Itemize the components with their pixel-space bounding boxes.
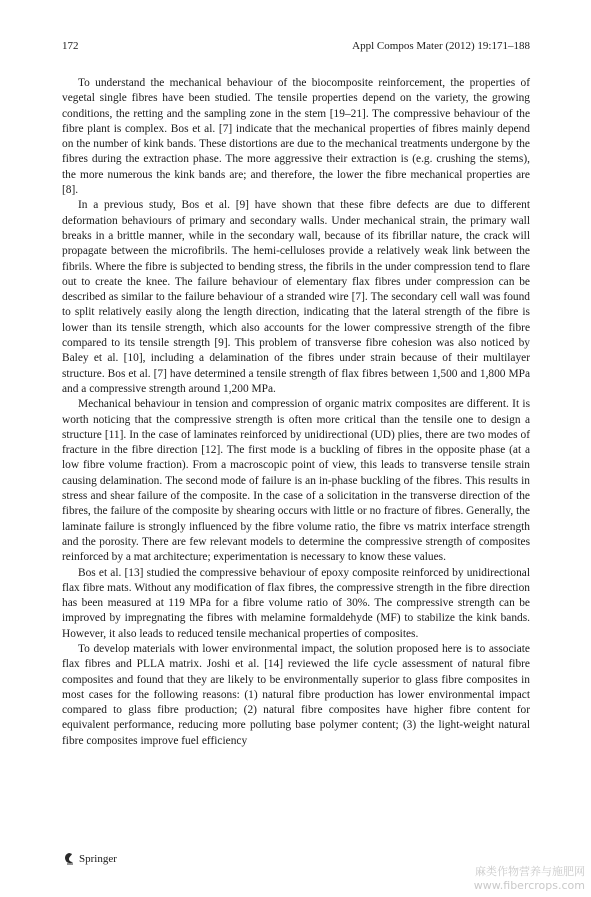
watermark-url: www.fibercrops.com [473,879,585,892]
paragraph-fibre-properties: To understand the mechanical behaviour of the biocomposite reinforcement, the properties of vegetal single fibres have been studied. The tensile properties depend on the variety, the growing conditions, the retting and the sampling zone in the stem [19–21]. The compressive behaviour of the fibre plant is complex. Bos et al. [7] indicate that the mechanical properties of fibres mainly depend on the number of kink bands. These distortions are due to the mechanical treatments undergone by the fibres during the extraction phase. The more aggressive their extraction is (e.g. crushing the stems), the more numerous the kink bands are; and therefore, the lower the fibre mechanical properties are [8]. [62,77,530,197]
running-header [62,40,530,56]
journal-reference: Appl Compos Mater (2012) 19:171–188 [352,40,530,52]
paragraph-pla-flax: To develop materials with lower environmental impact, the solution proposed here is to associate flax fibres and PLLA matrix. Joshi et al. [14] reviewed the life cycle assessment of natural fibre composites and found that they are likely to be environmentally superior to glass fibre composites in most cases for the following reasons: (1) natural fibre production has lower environmental impact compared to glass fibre production; (2) natural fibre composites have higher fibre content for equivalent performance, reducing more polluting base polymer content; (3) the light-weight natural fibre composites improve fuel efficiency [62,642,530,747]
paragraph-composite-behaviour: Mechanical behaviour in tension and compression of organic matrix composites are different. It is worth noticing that the compressive strength is often more critical than the tensile one to design a structure [11]. In the case of laminates reinforced by unidirectional (UD) plies, there are two modes of fracture in the fibre direction [12]. The first mode is a buckling of fibres in the opposite phase (at a low fibre volume fraction). From a macroscopic point of view, this leads to transverse tensile strain causing delamination. The second mode of failure is an in-phase buckling of the fibres. This results in stress and shear failure of the composite. In the case of a solicitation in the transverse direction of the fibres, the failure of the composite by shearing occurs with little or no fracture of fibres. Generally, the laminate failure is strongly influenced by the fibre volume ratio, the fibre vs matrix interface strength and the porosity. There are few relevant models to determine the compressive strength of composites reinforced by a mat architecture; experimentation is necessary to know these values. [62,398,530,564]
article-body [62,76,530,749]
springer-logo-icon [62,852,76,866]
site-watermark [474,865,585,893]
page-number: 172 [62,40,79,52]
paragraph-fibre-defects: In a previous study, Bos et al. [9] have shown that these fibre defects are due to different deformation behaviours of primary and secondary walls. Under mechanical strain, the primary wall breaks in a brittle manner, while in the secondary wall, because of its fibrillar nature, the crack will propagate between the microfibrils. The hemi-celluloses provide a relatively weak link between the fibrils. Where the fibre is subjected to bending stress, the fibrils in the under compression tend to flare out to create the knee. The failure behaviour of elementary flax fibres under compression can be described as similar to the failure behaviour of a stranded wire [7]. The secondary cell wall was found to split relatively easily along the length direction, indicating that the lateral strength of the fibre is lower than its tensile strength, which also accounts for the lower compressive strength of the fibre compared to its tensile strength [9]. This problem of transverse fibre cohesion was also noticed by Baley et al. [10], including a delamination of the fibres under strain because of their multilayer structure. Bos et al. [7] have determined a tensile strength of flax fibres between 1,500 and 1,800 MPa and a compressive strength around 1,200 MPa. [62,199,530,395]
watermark-site-name: 麻类作物营养与施肥网 [475,865,585,878]
publisher-name: Springer [79,853,117,865]
publisher-footer [62,852,117,866]
paragraph-epoxy-composite: Bos et al. [13] studied the compressive behaviour of epoxy composite reinforced by unidirectional flax fibre mats. Without any modification of flax fibres, the compressive strength in the fibre direction has been measured at 119 MPa for a fibre volume ratio of 30%. The compressive strength can be improved by impregnating the fibres with melamine formaldehyde (MF) to stabilize the kink bands. However, it also leads to reduced tensile mechanical properties of composites. [62,566,530,640]
